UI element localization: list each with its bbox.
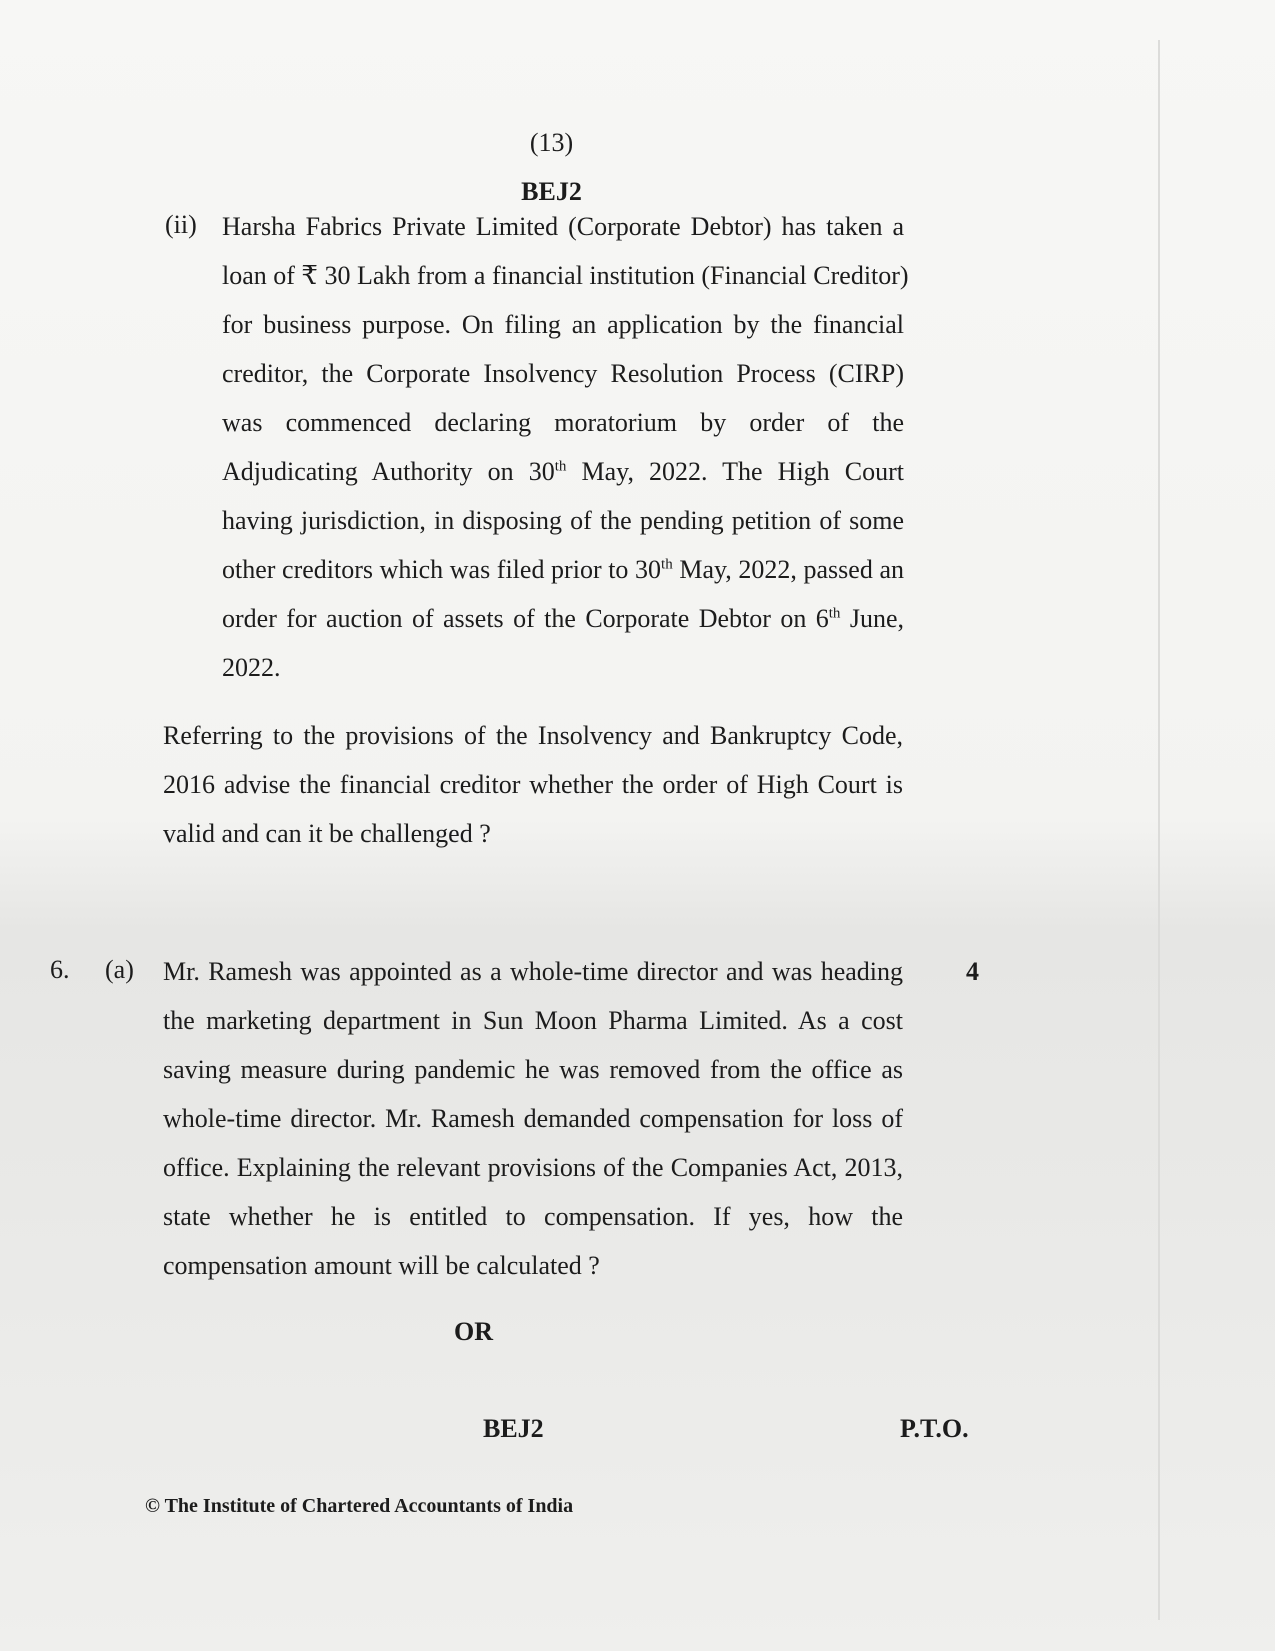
question-text-line: other creditors which was filed prior to 30th May, 2022, passed an xyxy=(222,555,904,584)
paper-code-footer: BEJ2 xyxy=(483,1414,544,1443)
question-text-line: order for auction of assets of the Corporate Debtor on 6th June, xyxy=(222,604,904,633)
question-text-line: compensation amount will be calculated ? xyxy=(163,1251,600,1280)
question-text-line: the marketing department in Sun Moon Pharma Limited. As a cost xyxy=(163,1006,903,1035)
instruction-text-line: Referring to the provisions of the Insolvency and Bankruptcy Code, xyxy=(163,721,903,750)
question-text-line: office. Explaining the relevant provisions of the Companies Act, 2013, xyxy=(163,1153,903,1182)
question-text-line: state whether he is entitled to compensation. If yes, how the xyxy=(163,1202,903,1231)
question-text-line: 2022. xyxy=(222,653,281,682)
page-edge-divider xyxy=(1158,40,1160,1620)
question-text-line: Mr. Ramesh was appointed as a whole-time director and was heading xyxy=(163,957,903,986)
question-text-line: was commenced declaring moratorium by order of the xyxy=(222,408,904,437)
paper-code-header: BEJ2 xyxy=(521,177,582,206)
question-text-line: creditor, the Corporate Insolvency Resolution Process (CIRP) xyxy=(222,359,904,388)
marks-value: 4 xyxy=(966,957,979,986)
pto-label: P.T.O. xyxy=(900,1414,969,1443)
question-number-6: 6. xyxy=(50,955,70,984)
question-text-line: Harsha Fabrics Private Limited (Corporate Debtor) has taken a xyxy=(222,212,904,241)
question-text-line: whole-time director. Mr. Ramesh demanded compensation for loss of xyxy=(163,1104,903,1133)
instruction-text-line: valid and can it be challenged ? xyxy=(163,819,491,848)
instruction-text-line: 2016 advise the financial creditor whether the order of High Court is xyxy=(163,770,903,799)
question-text-line: having jurisdiction, in disposing of the pending petition of some xyxy=(222,506,904,535)
question-text-line: loan of ₹ 30 Lakh from a financial institution (Financial Creditor) xyxy=(222,261,909,290)
question-text-line: saving measure during pandemic he was removed from the office as xyxy=(163,1055,903,1084)
question-label-a: (a) xyxy=(105,955,134,984)
question-text-line: Adjudicating Authority on 30th May, 2022. The High Court xyxy=(222,457,904,486)
or-separator: OR xyxy=(454,1317,493,1346)
question-label-ii: (ii) xyxy=(165,210,197,239)
page-number: (13) xyxy=(529,128,574,157)
question-text-line: for business purpose. On filing an application by the financial xyxy=(222,310,904,339)
copyright-notice: © The Institute of Chartered Accountants of India xyxy=(145,1495,574,1517)
